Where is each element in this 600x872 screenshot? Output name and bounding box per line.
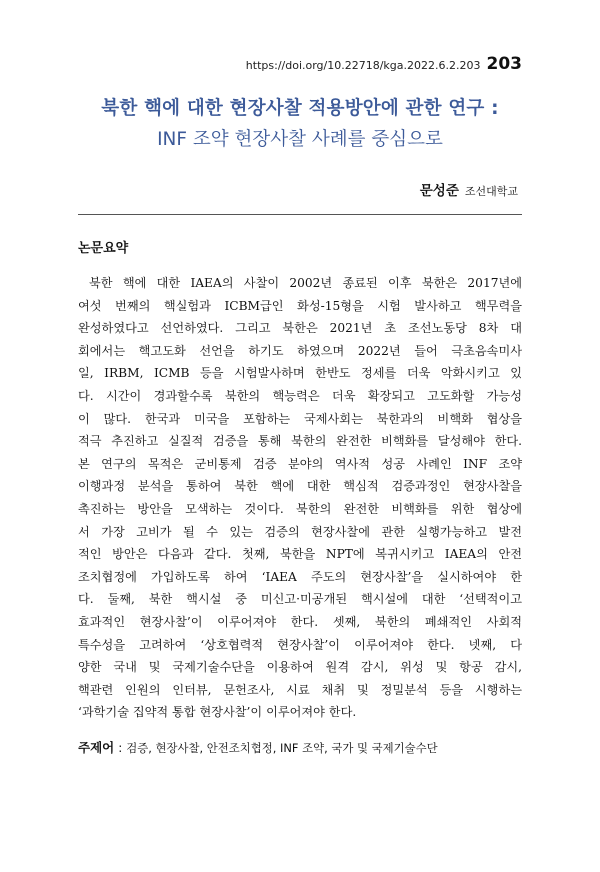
keywords-list: 검증, 현장사찰, 안전조치협정, INF 조약, 국가 및 국제기술수단 bbox=[126, 741, 438, 755]
paper-title bbox=[60, 94, 540, 151]
abstract-line: 양한 국내 및 국제기술수단을 이용하여 원격 감시, 위성 및 항공 감시, bbox=[78, 660, 522, 675]
abstract-line: 핵관련 인원의 인터뷰, 문헌조사, 시료 채취 및 정밀분석 등을 시행하는 bbox=[78, 682, 522, 697]
abstract-line: 효과적인 현장사찰’이 이루어져야 한다. 셋째, 북한의 폐쇄적인 사회적 bbox=[78, 614, 522, 629]
abstract-body bbox=[78, 272, 522, 724]
abstract-line: 다. 시간이 경과할수록 북한의 핵능력은 더욱 확장되고 고도화할 가능성 bbox=[78, 388, 522, 403]
running-header bbox=[246, 54, 522, 74]
abstract-line: 촉진하는 방안을 모색하는 것이다. 북한의 완전한 비핵화를 위한 협상에 bbox=[78, 501, 522, 516]
divider bbox=[78, 214, 522, 215]
author-affiliation: 조선대학교 bbox=[464, 185, 518, 198]
abstract-line: 적인 방안은 다음과 같다. 첫째, 북한을 NPT에 복귀시키고 IAEA의 안전 bbox=[78, 547, 522, 562]
page-number: 203 bbox=[486, 54, 522, 74]
keywords-separator: : bbox=[118, 741, 123, 755]
keywords bbox=[78, 737, 538, 756]
abstract-line: 여섯 번째의 핵실험과 ICBM급인 화성-15형을 시험 발사하고 핵무력을 bbox=[78, 298, 522, 313]
title-subtitle: INF 조약 현장사찰 사례를 중심으로 bbox=[157, 129, 443, 150]
abstract-line: 일, IRBM, ICMB 등을 시험발사하며 한반도 정세를 더욱 악화시키고 있 bbox=[78, 366, 522, 381]
abstract-line: 적극 추진하고 실질적 검증을 통해 북한의 완전한 비핵화를 달성해야 한다. bbox=[78, 434, 522, 449]
abstract-line: 서 가장 고비가 될 수 있는 검증의 현장사찰에 관한 실행가능하고 발전 bbox=[78, 524, 522, 539]
abstract-line: 완성하였다고 선언하였다. 그리고 북한은 2021년 초 조선노동당 8차 대 bbox=[78, 321, 522, 336]
author-name: 문성준 bbox=[419, 183, 459, 199]
abstract-line: 조치협정에 가입하도록 하여 ‘IAEA 주도의 현장사찰’을 실시하여야 한 bbox=[78, 569, 522, 584]
author-line bbox=[420, 179, 518, 199]
keywords-label: 주제어 bbox=[78, 740, 115, 755]
abstract-line: 북한 핵에 대한 IAEA의 사찰이 2002년 종료된 이후 북한은 2017년에 bbox=[89, 276, 522, 290]
title-main: 북한 핵에 대한 현장사찰 적용방안에 관한 연구 : bbox=[101, 98, 499, 119]
abstract-line: 다. 둘째, 북한 핵시설 중 미신고·미공개된 핵시설에 대한 ‘선택적이고 bbox=[78, 592, 522, 607]
doi-link[interactable]: https://doi.org/10.22718/kga.2022.6.2.203 bbox=[245, 59, 481, 72]
abstract-line: 특수성을 고려하여 ‘상호협력적 현장사찰’이 이루어져야 한다. 넷째, 다 bbox=[78, 637, 522, 652]
abstract-line: 이 많다. 한국과 미국을 포함하는 국제사회는 북한과의 비핵화 협상을 bbox=[78, 411, 522, 426]
abstract-heading: 논문요약 bbox=[78, 241, 129, 256]
abstract-line: 회에서는 핵고도화 선언을 하기도 하였으며 2022년 들어 극초음속미사 bbox=[78, 343, 522, 358]
abstract-line: ‘과학기술 집약적 통합 현장사찰’이 이루어져야 한다. bbox=[78, 705, 357, 720]
abstract-line: 이행과정 분석을 통하여 북한 핵에 대한 핵심적 검증과정인 현장사찰을 bbox=[78, 479, 522, 494]
abstract-line: 본 연구의 목적은 군비통제 검증 분야의 역사적 성공 사례인 INF 조약 bbox=[78, 456, 522, 471]
